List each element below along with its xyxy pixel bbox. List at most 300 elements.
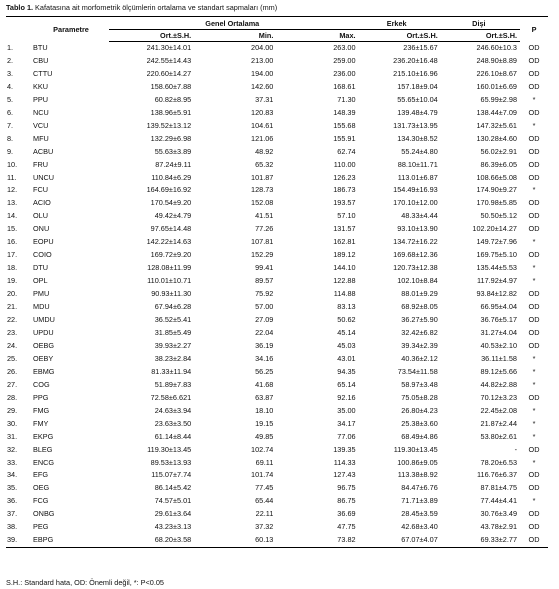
row-p-value: OD	[528, 133, 540, 143]
row-p-value: *	[532, 353, 536, 363]
row-female-mean: 93.84±12.82	[476, 289, 517, 299]
row-min: 19.15	[255, 418, 274, 428]
row-female-mean: 40.53±2.10	[480, 340, 517, 350]
row-male-mean: 134.30±8.52	[397, 133, 438, 143]
row-max: 45.03	[337, 340, 356, 350]
row-min: 107.81	[251, 237, 274, 247]
table-row	[6, 146, 548, 159]
row-number: 35.	[7, 483, 18, 493]
row-min: 142.60	[251, 81, 274, 91]
row-max: 94.35	[337, 366, 356, 376]
row-parameter: ONU	[33, 224, 50, 234]
row-parameter: UPDU	[33, 327, 54, 337]
row-mean: 90.93±11.30	[151, 289, 192, 299]
row-female-mean: 87.81±4.75	[480, 483, 517, 493]
row-mean: 67.94±6.28	[154, 302, 192, 312]
table-row	[6, 418, 548, 431]
row-male-mean: 134.72±16.22	[393, 237, 438, 247]
header-mean: Ort.±S.H.	[109, 30, 191, 42]
row-mean: 132.29±6.98	[150, 133, 192, 143]
row-mean: 39.93±2.27	[154, 340, 192, 350]
row-female-mean: 78.20±6.53	[480, 457, 517, 467]
row-p-value: *	[532, 237, 536, 247]
row-parameter: PEG	[33, 522, 49, 532]
row-parameter: FRU	[33, 159, 48, 169]
row-mean: 29.61±3.64	[154, 509, 192, 519]
row-female-mean: -	[514, 444, 517, 454]
row-parameter: MDU	[33, 302, 50, 312]
row-max: 122.88	[333, 276, 356, 286]
row-male-mean: 55.65±10.04	[397, 94, 438, 104]
row-number: 6.	[7, 107, 14, 117]
table-row	[6, 159, 548, 172]
row-parameter: OEBY	[33, 353, 54, 363]
table-row	[6, 288, 548, 301]
row-parameter: UNCU	[33, 172, 55, 182]
table-row	[6, 223, 548, 236]
table-row	[6, 42, 548, 55]
row-min: 77.26	[255, 224, 274, 234]
row-max: 168.61	[333, 81, 356, 91]
row-mean: 142.22±14.63	[146, 237, 192, 247]
row-parameter: OEG	[33, 483, 50, 493]
row-min: 213.00	[251, 55, 274, 65]
row-min: 102.74	[251, 444, 274, 454]
table-row	[6, 236, 548, 249]
row-male-mean: 120.73±12.38	[393, 263, 438, 273]
row-male-mean: 48.33±4.44	[401, 211, 438, 221]
row-number: 4.	[7, 81, 14, 91]
row-mean: 38.23±2.84	[154, 353, 192, 363]
row-mean: 87.24±9.11	[155, 159, 192, 169]
row-parameter: PMU	[33, 289, 50, 299]
row-parameter: EBMG	[33, 366, 55, 376]
row-parameter: FCG	[33, 496, 49, 506]
row-male-mean: 93.10±13.90	[397, 224, 438, 234]
row-male-mean: 215.10±16.96	[393, 68, 438, 78]
table-row	[6, 197, 548, 210]
row-female-mean: 130.28±4.60	[476, 133, 517, 143]
row-male-mean: 157.18±9.04	[397, 81, 438, 91]
row-mean: 164.69±16.92	[146, 185, 192, 195]
row-p-value: OD	[528, 211, 540, 221]
row-male-mean: 68.49±4.86	[401, 431, 438, 441]
row-mean: 110.01±10.71	[147, 276, 192, 286]
row-number: 8.	[7, 133, 14, 143]
row-female-mean: 70.12±3.23	[480, 392, 517, 402]
row-max: 71.30	[337, 94, 356, 104]
row-male-mean: 119.30±13.45	[393, 444, 438, 454]
row-number: 31.	[7, 431, 18, 441]
row-min: 22.11	[255, 509, 274, 519]
row-parameter: EFG	[33, 470, 48, 480]
row-min: 65.44	[255, 496, 274, 506]
row-p-value: OD	[528, 198, 540, 208]
row-parameter: OLU	[33, 211, 49, 221]
table-row	[6, 379, 548, 392]
row-min: 49.85	[255, 431, 274, 441]
row-parameter: MFU	[33, 133, 49, 143]
row-male-mean: 36.27±5.90	[401, 315, 438, 325]
row-min: 69.11	[255, 457, 274, 467]
row-max: 77.06	[337, 431, 356, 441]
row-female-mean: 174.90±9.27	[476, 185, 517, 195]
row-male-mean: 39.34±2.39	[401, 340, 438, 350]
row-mean: 110.84±6.29	[151, 172, 192, 182]
row-mean: 49.42±4.79	[154, 211, 192, 221]
row-mean: 128.08±11.99	[147, 263, 192, 273]
row-number: 33.	[7, 457, 18, 467]
row-number: 36.	[7, 496, 18, 506]
row-max: 139.35	[333, 444, 356, 454]
row-p-value: OD	[528, 483, 540, 493]
row-female-mean: 36.76±5.17	[480, 315, 517, 325]
row-male-mean: 236.20±16.48	[393, 55, 438, 65]
row-max: 92.16	[337, 392, 356, 402]
row-max: 155.68	[333, 120, 356, 130]
row-mean: 31.85±5.49	[154, 327, 192, 337]
row-parameter: EOPU	[33, 237, 54, 247]
table-row	[6, 327, 548, 340]
row-number: 9.	[7, 146, 14, 156]
row-parameter: BLEG	[33, 444, 53, 454]
table-caption-text: Kafatasına ait morfometrik ölçümlerin ortalama ve standart sapmaları (mm)	[33, 3, 278, 12]
row-parameter: VCU	[33, 120, 49, 130]
row-p-value: OD	[528, 327, 540, 337]
row-mean: 139.52±13.12	[146, 120, 192, 130]
row-p-value: OD	[528, 55, 540, 65]
row-min: 41.51	[255, 211, 274, 221]
row-male-mean: 113.38±8.92	[397, 470, 438, 480]
row-max: 35.00	[337, 405, 356, 415]
row-p-value: OD	[528, 224, 540, 234]
row-number: 39.	[6, 534, 33, 547]
row-max: 36.69	[337, 509, 356, 519]
row-number: 16.	[7, 237, 18, 247]
table-row	[6, 94, 548, 107]
row-number: 28.	[7, 392, 18, 402]
row-parameter: UMDU	[33, 315, 55, 325]
row-female-mean: 108.66±5.08	[476, 172, 517, 182]
row-parameter: FMG	[33, 405, 50, 415]
row-p-value: OD	[528, 340, 540, 350]
row-mean: 115.07±7.74	[151, 470, 192, 480]
header-min: Min.	[191, 30, 273, 42]
row-max: 34.17	[337, 418, 356, 428]
row-mean: 72.58±6.621	[150, 392, 192, 402]
row-parameter: NCU	[33, 107, 49, 117]
row-number: 27.	[7, 379, 18, 389]
table-caption	[6, 3, 277, 12]
row-number: 15.	[7, 224, 18, 234]
row-female-mean: 65.99±2.98	[480, 94, 517, 104]
table-row	[6, 314, 548, 327]
row-min: 48.92	[255, 146, 274, 156]
header-parametre: Parametre	[33, 17, 109, 42]
row-male-mean: 100.86±9.05	[397, 457, 438, 467]
header-disi: Dişi	[438, 17, 520, 30]
table-row	[6, 353, 548, 366]
row-p-value: *	[532, 431, 536, 441]
row-min: 77.45	[255, 483, 274, 493]
row-mean: 97.65±14.48	[150, 224, 192, 234]
row-parameter: CBU	[33, 55, 49, 65]
row-max: 43.01	[337, 353, 356, 363]
table-row	[6, 431, 548, 444]
row-p-value: *	[532, 94, 536, 104]
row-male-mean: 67.07±4.07	[356, 534, 438, 547]
row-parameter: OPL	[33, 276, 48, 286]
row-max: 259.00	[333, 55, 356, 65]
table-row	[6, 262, 548, 275]
row-number: 7.	[7, 120, 14, 130]
row-female-mean: 226.10±8.67	[476, 68, 517, 78]
row-parameter: EKPG	[33, 431, 54, 441]
row-parameter: OEBG	[33, 340, 55, 350]
row-min: 56.25	[255, 366, 274, 376]
row-male-mean: 26.80±4.23	[401, 405, 438, 415]
row-number: 14.	[7, 211, 18, 221]
table-row	[6, 366, 548, 379]
header-no	[6, 17, 33, 42]
row-female-mean: 43.78±2.91	[480, 522, 517, 532]
row-male-mean: 131.73±13.95	[393, 120, 438, 130]
row-number: 21.	[7, 302, 18, 312]
row-number: 3.	[7, 68, 14, 78]
row-mean: 170.54±9.20	[150, 198, 192, 208]
row-max: 127.43	[333, 470, 356, 480]
row-parameter: KKU	[33, 81, 49, 91]
row-mean: 23.63±3.50	[154, 418, 192, 428]
row-number: 5.	[7, 94, 14, 104]
row-number: 34.	[7, 470, 18, 480]
row-male-mean: 58.97±3.48	[401, 379, 438, 389]
row-p-value: *	[532, 185, 536, 195]
row-male-mean: 73.54±11.58	[397, 366, 438, 376]
row-parameter: ACBU	[33, 146, 54, 156]
morphometric-table	[6, 16, 548, 548]
table-row	[6, 405, 548, 418]
row-parameter: FCU	[33, 185, 48, 195]
row-female-mean: 138.44±7.09	[476, 107, 517, 117]
row-p-value: *	[532, 496, 536, 506]
row-p-value: OD	[528, 250, 540, 260]
row-max: 114.33	[333, 457, 356, 467]
row-mean: 220.60±14.27	[146, 68, 192, 78]
row-female-mean: 170.98±5.85	[476, 198, 517, 208]
row-parameter: BTU	[33, 42, 48, 52]
row-number: 32.	[7, 444, 18, 454]
row-p-value: OD	[528, 509, 540, 519]
header-genel-ortalama: Genel Ortalama	[109, 17, 356, 30]
row-number: 10.	[7, 159, 18, 169]
row-male-mean: 88.01±9.29	[401, 289, 438, 299]
row-female-mean: 246.60±10.3	[476, 43, 517, 52]
row-female-mean: 149.72±7.96	[476, 237, 517, 247]
row-min: 152.29	[251, 250, 274, 260]
row-female-mean: 50.50±5.12	[480, 211, 517, 221]
row-p-value: *	[532, 120, 536, 130]
table-row	[6, 444, 548, 457]
row-min: 18.10	[255, 405, 274, 415]
table-row	[6, 133, 548, 146]
row-max: 236.00	[333, 68, 356, 78]
row-number: 22.	[7, 315, 18, 325]
row-max: 73.82	[273, 534, 355, 547]
row-mean: 36.52±5.41	[154, 315, 192, 325]
row-p-value: OD	[528, 302, 540, 312]
row-female-mean: 44.82±2.88	[480, 379, 517, 389]
row-parameter: FMY	[33, 418, 49, 428]
row-p-value: *	[532, 276, 536, 286]
row-number: 1.	[7, 42, 14, 52]
row-parameter: PPU	[33, 94, 49, 104]
row-male-mean: 88.10±11.71	[397, 159, 438, 169]
row-parameter: ONBG	[33, 509, 55, 519]
row-number: 38.	[7, 522, 18, 532]
row-min: 120.83	[251, 107, 274, 117]
row-number: 23.	[7, 327, 18, 337]
row-max: 50.62	[337, 315, 356, 325]
row-p-value: *	[532, 379, 536, 389]
row-min: 60.13	[191, 534, 273, 547]
row-mean: 24.63±3.94	[154, 405, 192, 415]
row-p-value: *	[532, 457, 536, 467]
table-row	[6, 534, 548, 547]
row-mean: 242.55±14.43	[146, 55, 192, 65]
table-row	[6, 469, 548, 482]
row-female-mean: 86.39±6.05	[480, 159, 517, 169]
table-row	[6, 68, 548, 81]
row-p-value: OD	[528, 159, 540, 169]
row-min: 36.19	[255, 340, 274, 350]
row-number: 18.	[7, 263, 18, 273]
row-mean: 51.89±7.83	[154, 379, 192, 389]
table-row	[6, 495, 548, 508]
row-male-mean: 55.24±4.80	[401, 146, 438, 156]
row-female-mean: 31.27±4.04	[480, 327, 517, 337]
row-mean: 158.60±7.88	[150, 81, 192, 91]
row-male-mean: 113.01±6.87	[397, 172, 438, 182]
row-max: 126.23	[333, 172, 356, 182]
row-number: 29.	[7, 405, 18, 415]
row-max: 162.81	[333, 237, 356, 247]
row-mean: 119.30±13.45	[147, 444, 192, 454]
row-p-value: OD	[528, 81, 540, 91]
row-mean: 241.30±14.01	[146, 43, 192, 52]
row-p-value: OD	[528, 146, 540, 156]
row-min: 121.06	[251, 133, 274, 143]
row-min: 101.87	[251, 172, 274, 182]
row-female-mean: 21.87±2.44	[480, 418, 517, 428]
table-row	[6, 275, 548, 288]
row-male-mean: 68.92±8.05	[401, 302, 438, 312]
row-male-mean: 28.45±3.59	[401, 509, 438, 519]
header-female-mean: Ort.±S.H.	[438, 30, 520, 42]
row-p-value: OD	[528, 522, 540, 532]
row-max: 144.10	[333, 263, 356, 273]
row-female-mean: 56.02±2.91	[480, 146, 517, 156]
row-max: 45.14	[337, 327, 356, 337]
header-male-mean: Ort.±S.H.	[356, 30, 438, 42]
row-min: 101.74	[251, 470, 274, 480]
row-mean: 74.57±5.01	[154, 496, 192, 506]
row-min: 34.16	[255, 353, 274, 363]
row-mean: 86.14±5.42	[154, 483, 192, 493]
row-p-value: OD	[528, 315, 540, 325]
header-p: P	[520, 17, 548, 42]
row-female-mean: 36.11±1.58	[481, 353, 517, 363]
row-min: 37.31	[255, 94, 274, 104]
table-body	[6, 42, 548, 548]
row-male-mean: 32.42±6.82	[401, 327, 438, 337]
table-row	[6, 508, 548, 521]
table-row	[6, 55, 548, 68]
row-female-mean: 116.76±6.37	[477, 470, 517, 480]
row-p-value: OD	[528, 68, 540, 78]
row-max: 131.57	[333, 224, 356, 234]
row-max: 114.88	[333, 289, 356, 299]
table-row	[6, 340, 548, 353]
row-p-value: *	[532, 366, 536, 376]
row-min: 37.32	[255, 522, 274, 532]
row-min: 63.87	[255, 392, 274, 402]
row-p-value: OD	[528, 107, 540, 117]
header-max: Max.	[273, 30, 355, 42]
row-max: 47.75	[337, 522, 356, 532]
row-female-mean: 248.90±8.89	[476, 55, 517, 65]
row-p-value: OD	[528, 289, 540, 299]
row-mean: 81.33±11.94	[151, 366, 192, 376]
row-p-value: OD	[520, 534, 548, 547]
table-footnote: S.H.: Standard hata, OD: Önemli değil, *: P<0.05	[6, 578, 164, 587]
row-min: 89.57	[255, 276, 274, 286]
table-row	[6, 482, 548, 495]
row-max: 263.00	[333, 43, 356, 52]
row-male-mean: 169.68±12.36	[393, 250, 438, 260]
row-p-value: OD	[528, 42, 540, 52]
row-p-value: OD	[528, 470, 540, 480]
table-row	[6, 81, 548, 94]
row-p-value: *	[532, 263, 536, 273]
header-erkek: Erkek	[356, 17, 438, 30]
row-number: 17.	[7, 250, 18, 260]
row-min: 22.04	[255, 327, 274, 337]
row-min: 194.00	[251, 68, 274, 78]
row-number: 12.	[7, 185, 18, 195]
table-row	[6, 249, 548, 262]
row-male-mean: 84.47±6.76	[401, 483, 438, 493]
row-number: 30.	[7, 418, 18, 428]
row-parameter: EBPG	[33, 534, 109, 547]
row-male-mean: 236±15.67	[403, 43, 438, 52]
row-female-mean: 69.33±2.77	[438, 534, 520, 547]
row-parameter: DTU	[33, 263, 48, 273]
row-mean: 43.23±3.13	[154, 522, 192, 532]
row-max: 193.57	[333, 198, 356, 208]
row-p-value: OD	[528, 444, 540, 454]
row-min: 27.09	[255, 315, 274, 325]
row-female-mean: 117.92±4.97	[477, 276, 517, 286]
table-row	[6, 392, 548, 405]
row-number: 13.	[7, 198, 18, 208]
row-p-value: OD	[528, 172, 540, 182]
row-female-mean: 22.45±2.08	[480, 405, 517, 415]
row-max: 155.91	[333, 133, 356, 143]
row-max: 186.73	[333, 185, 356, 195]
table-row	[6, 210, 548, 223]
row-parameter: COIO	[33, 250, 52, 260]
